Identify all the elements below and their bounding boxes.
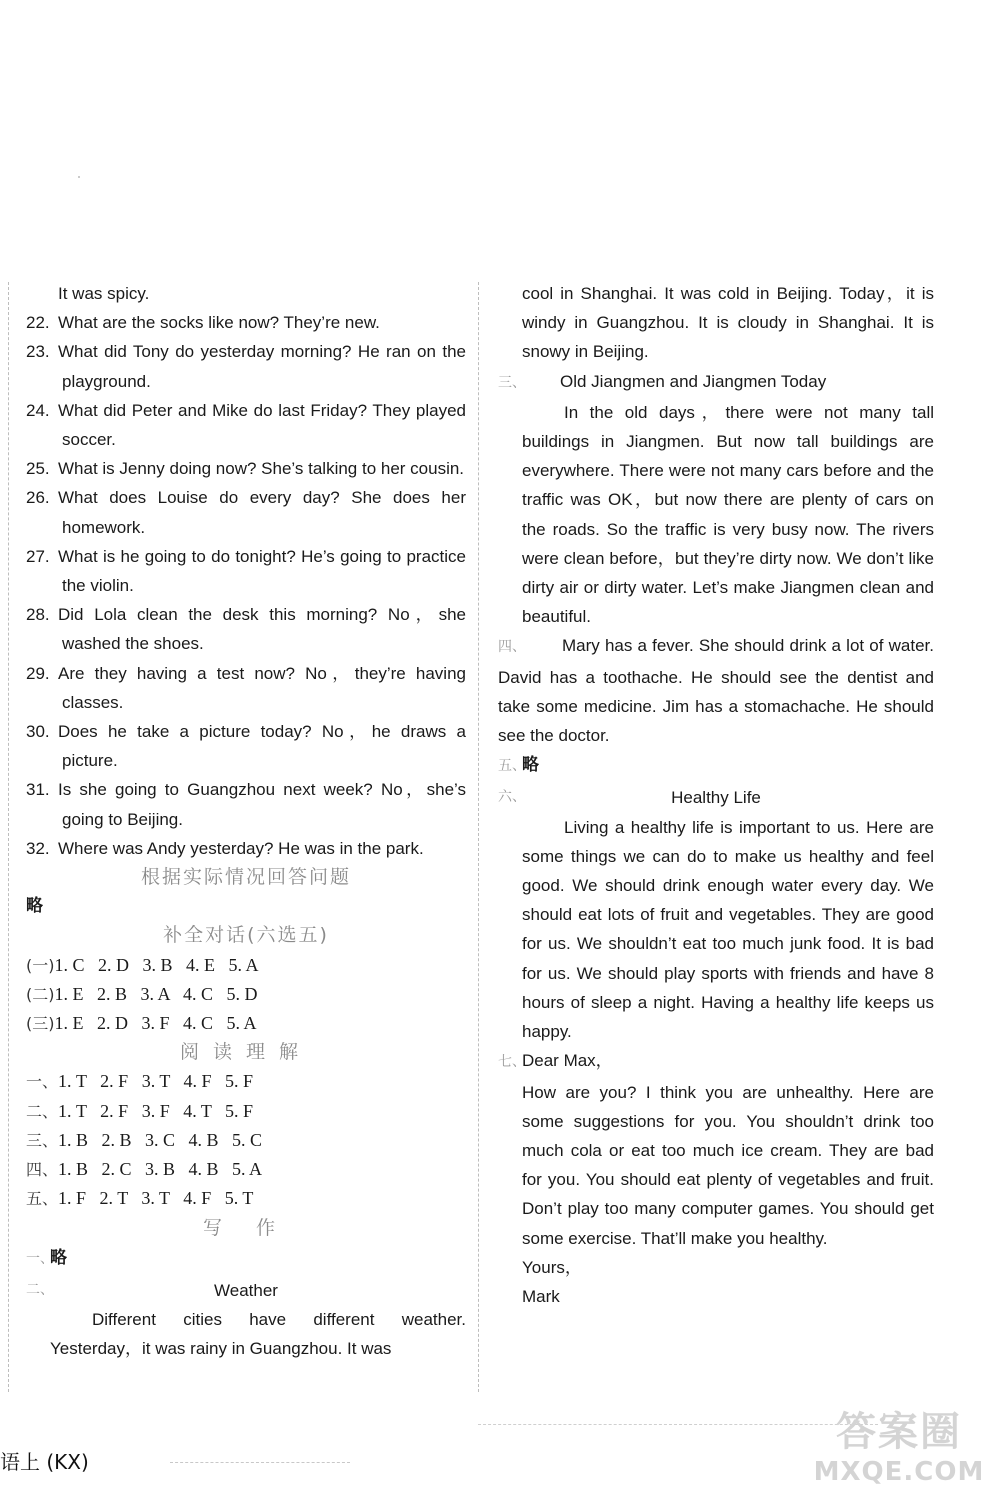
row-label: 三、 xyxy=(26,1130,59,1150)
section-heading-writing: 写 作 xyxy=(202,1216,290,1239)
answer-text: It was spicy. xyxy=(58,284,150,303)
row-answers: 1. C 2. D 3. B 4. E 5. A xyxy=(54,954,259,975)
answer-text: What is he going to do tonight? He’s going to practice the violin. xyxy=(58,546,466,596)
essay-healthy-life-paragraph: Living a healthy life is important to us. Here are some things we can do to make us healthy and feel good. We should drink enough water every day. We should eat lots of fruit and vegetables. They are good for us. We shouldn’t eat too much junk food. It is bad for us. We should play sports with friends and have 8 hours of sleep a night. Having a healthy life keeps us happy. xyxy=(522,817,934,1042)
omitted-answer: 略 xyxy=(522,755,539,776)
scan-speck xyxy=(78,176,80,178)
dialogue-answers xyxy=(26,951,466,1039)
answer-text: What are the socks like now? They’re new. xyxy=(58,313,380,333)
section-number: 五、 xyxy=(498,758,526,775)
writing-item-7 xyxy=(498,1046,934,1077)
letter-body: How are you? I think you are unhealthy. Here are some suggestions for you. You shouldn’t drink too much cola or eat too much ice cream. They are bad for you. You should eat plenty of vegetables and fruit. Don’t play too many computer games. You should get some exercise. That’ll make you healthy. xyxy=(522,1082,934,1248)
question-number: 24. xyxy=(26,400,50,420)
reading-answers xyxy=(26,1067,466,1213)
answer-line xyxy=(26,542,466,600)
page-footer: 语上 (KX) xyxy=(0,1450,89,1474)
answer-line xyxy=(26,396,466,454)
question-number: 28. xyxy=(26,605,50,625)
answer-text: What did Peter and Mike do last Friday? They played soccer. xyxy=(58,400,466,450)
site-watermark xyxy=(804,1400,994,1490)
question-number: 23. xyxy=(26,342,50,362)
section-number: 一、 xyxy=(26,1250,54,1267)
writing-item-5 xyxy=(498,750,934,781)
row-label: (一) xyxy=(26,955,55,975)
answer-list xyxy=(26,279,466,863)
answer-line xyxy=(26,717,466,775)
letter-signature: Mark xyxy=(522,1286,560,1306)
footer-rule xyxy=(170,1462,350,1463)
answer-line xyxy=(26,775,466,833)
row-answers: 1. E 2. B 3. A 4. C 5. D xyxy=(54,983,258,1004)
essay-title-jiangmen: Old Jiangmen and Jiangmen Today xyxy=(560,371,827,391)
essay-illness-paragraph: Mary has a fever. She should drink a lot of water. David has a toothache. He should see the dentist and take some medicine. Jim has a stomachache. He should see the doctor. xyxy=(498,636,934,746)
left-column xyxy=(26,279,466,1364)
row-answers: 1. T 2. F 3. T 4. F 5. F xyxy=(58,1071,254,1092)
question-number: 29. xyxy=(26,663,50,683)
question-number: 26. xyxy=(26,488,50,508)
answer-text: Does he take a picture today? No，he draws a picture. xyxy=(58,722,466,771)
essay-title-healthy-life: Healthy Life xyxy=(671,788,761,808)
row-label: 二、 xyxy=(26,1101,59,1121)
row-label: 五、 xyxy=(26,1189,59,1209)
answer-text: Are they having a test now? No，they’re having classes. xyxy=(58,663,466,712)
letter-closing: Yours， xyxy=(522,1257,582,1277)
section-heading-real-answers: 根据实际情况回答问题 xyxy=(140,866,351,889)
question-number: 31. xyxy=(26,780,50,800)
writing-item-4 xyxy=(498,631,934,750)
row-label: 四、 xyxy=(26,1160,59,1180)
essay-weather-continued: cool in Shanghai. It was cold in Beijing. Today，it is windy in Guangzhou. It is cloudy in Shanghai. It is snowy in Beijing. xyxy=(522,284,934,362)
question-number: 32. xyxy=(26,838,50,858)
essay-weather-paragraph: Different cities have different weather. Yesterday，it was rainy in Guangzhou. It was xyxy=(50,1310,466,1359)
essay-jiangmen-paragraph: In the old days，there were not many tall buildings in Jiangmen. But now tall buildings are everywhere. There were not many cars before and the traffic was OK，but now there are plenty of cars on the roads. So the traffic is very busy now. The rivers were clean before，but they’re dirty now. We don’t like dirty air or dirty water. Let’s make Jiangmen clean and beautiful. xyxy=(522,402,934,627)
answer-row xyxy=(26,1126,466,1155)
question-number: 22. xyxy=(26,313,50,333)
answer-line xyxy=(26,454,466,483)
row-label: (三) xyxy=(26,1014,55,1034)
answer-row xyxy=(26,1155,466,1184)
answer-line xyxy=(26,279,466,308)
omitted-answer: 略 xyxy=(26,896,43,917)
essay-title-weather: Weather xyxy=(214,1280,278,1300)
answer-row xyxy=(26,1097,466,1126)
section-number: 二、 xyxy=(26,1281,54,1298)
answer-row xyxy=(26,1184,466,1213)
row-label: 一、 xyxy=(26,1072,59,1092)
answer-line xyxy=(26,483,466,541)
answer-row xyxy=(26,1009,466,1038)
writing-item-3 xyxy=(498,367,934,398)
omitted-answer: 略 xyxy=(50,1247,67,1268)
answer-line xyxy=(26,834,466,863)
row-answers: 1. E 2. D 3. F 4. C 5. A xyxy=(54,1013,257,1034)
section-number: 四、 xyxy=(498,639,526,656)
row-answers: 1. B 2. B 3. C 4. B 5. C xyxy=(58,1129,263,1150)
answer-row xyxy=(26,951,466,980)
section-number: 六、 xyxy=(498,789,526,806)
section-heading-reading: 阅读理解 xyxy=(179,1041,312,1064)
answer-text: What is Jenny doing now? She’s talking to her cousin. xyxy=(58,459,465,479)
question-number: 25. xyxy=(26,459,50,479)
watermark-url: MXQE.COM xyxy=(813,1457,985,1487)
section-number: 七、 xyxy=(498,1054,526,1071)
row-answers: 1. F 2. T 3. T 4. F 5. T xyxy=(58,1188,254,1209)
answer-text: What did Tony do yesterday morning? He ran on the playground. xyxy=(58,342,466,391)
answer-line xyxy=(26,600,466,658)
answer-row xyxy=(26,1067,466,1096)
row-label: (二) xyxy=(26,984,55,1004)
section-number: 三、 xyxy=(498,374,526,391)
letter-greeting: Dear Max， xyxy=(522,1051,613,1071)
answer-text: Did Lola clean the desk this morning? No，she washed the shoes. xyxy=(58,605,466,654)
answer-line xyxy=(26,659,466,717)
left-margin-rule xyxy=(8,282,9,1392)
right-column xyxy=(498,279,934,1311)
question-number: 27. xyxy=(26,546,50,566)
answer-text: Where was Andy yesterday? He was in the park. xyxy=(58,838,424,858)
answer-text: What does Louise do every day? She does her homework. xyxy=(58,488,466,537)
watermark-logo: 答案圈 xyxy=(836,1409,962,1455)
section-heading-dialogue: 补全对话(六选五) xyxy=(163,924,329,947)
answer-text: Is she going to Guangzhou next week? No，she’s going to Beijing. xyxy=(58,780,466,829)
row-answers: 1. T 2. F 3. F 4. T 5. F xyxy=(58,1100,254,1121)
writing-item-1 xyxy=(26,1243,466,1274)
row-answers: 1. B 2. C 3. B 4. B 5. A xyxy=(58,1159,263,1180)
answer-line xyxy=(26,337,466,395)
answer-row xyxy=(26,980,466,1009)
answer-line xyxy=(26,308,466,337)
question-number: 30. xyxy=(26,722,50,742)
column-divider xyxy=(478,282,479,1392)
writing-item-2 xyxy=(26,1274,466,1305)
